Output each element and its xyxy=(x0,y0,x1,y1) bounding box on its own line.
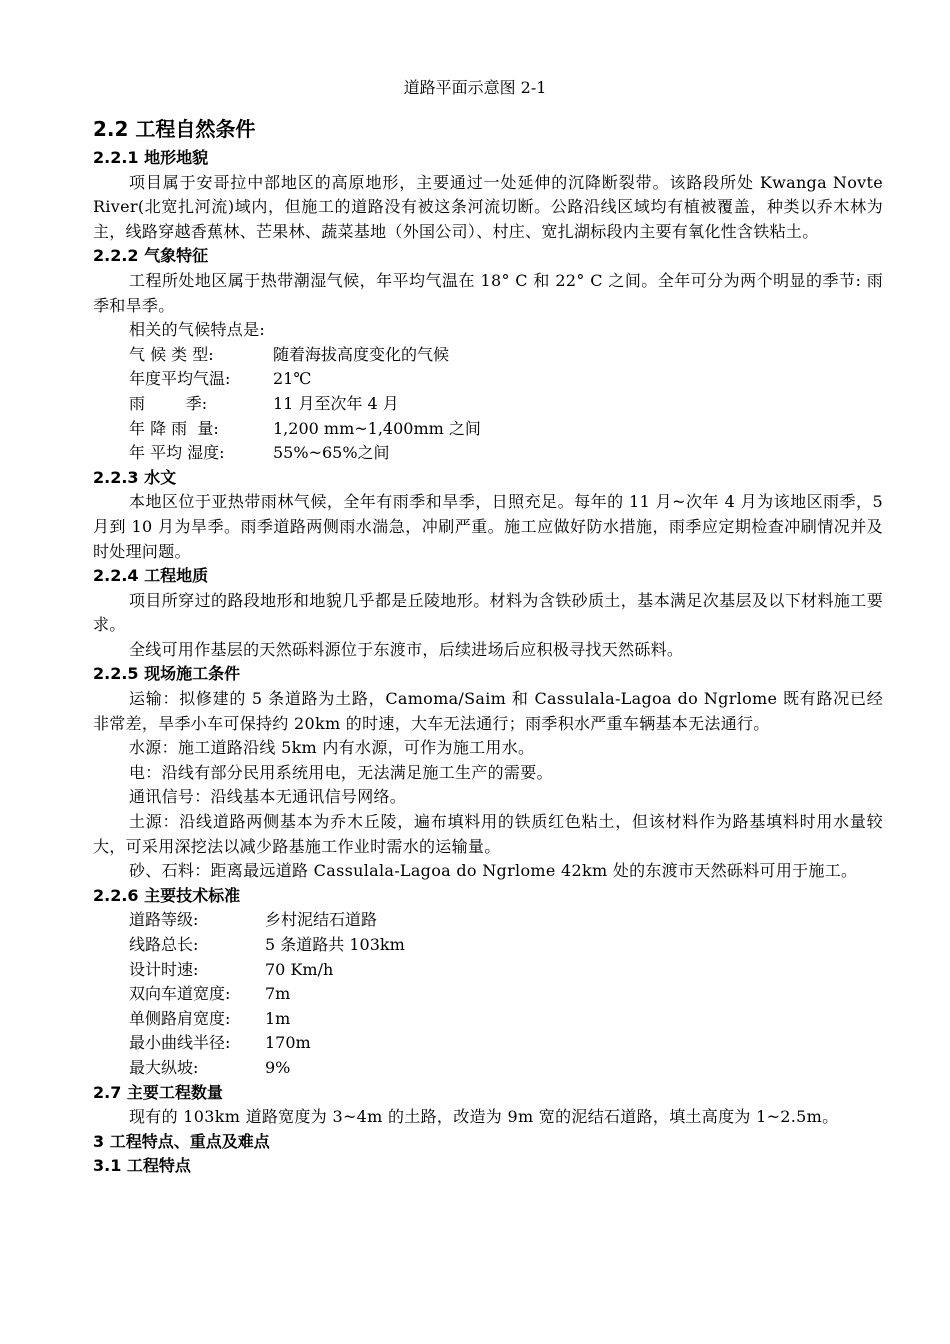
paragraph-sand-stone: 砂、石料：距离最远道路 Cassulala-Lagoa do Ngrlome 42km 处的东渡市天然砾料可用于施工。 xyxy=(129,861,858,881)
standard-value: 乡村泥结石道路 xyxy=(265,910,378,930)
heading-tech-standards: 2.2.6 主要技术标准 xyxy=(93,885,241,905)
standard-row xyxy=(93,933,883,958)
standard-value: 1m xyxy=(265,1008,291,1028)
standards-list xyxy=(93,908,883,1080)
heading-site-conditions: 2.2.5 现场施工条件 xyxy=(93,664,241,684)
climate-row xyxy=(93,367,883,392)
paragraph-climate-intro: 相关的气候特点是: xyxy=(129,320,266,340)
heading-climate: 2.2.2 气象特征 xyxy=(93,246,209,266)
paragraph-water-source: 水源：施工道路沿线 5km 内有水源，可作为施工用水。 xyxy=(129,738,535,758)
climate-label: 年 降 雨 量: xyxy=(129,418,219,438)
climate-value: 1,200 mm~1,400mm 之间 xyxy=(273,418,481,438)
standard-value: 5 条道路共 103km xyxy=(265,935,405,954)
climate-row xyxy=(93,417,883,442)
standard-label: 线路总长: xyxy=(129,935,199,954)
standard-value: 9% xyxy=(265,1057,291,1077)
standard-label: 最小曲线半径: xyxy=(129,1033,231,1053)
climate-list xyxy=(93,343,883,466)
climate-value: 随着海拔高度变化的气候 xyxy=(273,344,450,364)
paragraph-geology: 项目所穿过的路段地形和地貌几乎都是丘陵地形。材料为含铁砂质土，基本满足次基层及以下材料施工要求。 xyxy=(93,590,883,635)
heading-project-features: 3 工程特点、重点及难点 xyxy=(93,1131,270,1151)
heading-natural-conditions: 2.2 工程自然条件 xyxy=(93,117,256,141)
standard-label: 最大纵坡: xyxy=(129,1057,199,1077)
heading-geology: 2.2.4 工程地质 xyxy=(93,566,209,586)
standard-label: 双向车道宽度: xyxy=(129,984,231,1004)
standard-label: 道路等级: xyxy=(129,910,199,930)
climate-row xyxy=(93,343,883,368)
heading-features: 3.1 工程特点 xyxy=(93,1156,191,1176)
standard-row xyxy=(93,1056,883,1081)
standard-row xyxy=(93,908,883,933)
climate-label: 年度平均气温: xyxy=(129,369,231,389)
standard-value: 170m xyxy=(265,1033,311,1053)
climate-value: 11 月至次年 4 月 xyxy=(273,393,399,413)
heading-terrain: 2.2.1 地形地貌 xyxy=(93,148,209,167)
standard-row xyxy=(93,1007,883,1032)
document-body xyxy=(93,112,883,1179)
standard-row xyxy=(93,958,883,983)
paragraph-gravel-source: 全线可用作基层的天然砾料源位于东渡市，后续进场后应积极寻找天然砾料。 xyxy=(129,639,684,659)
climate-row xyxy=(93,392,883,417)
climate-value: 55%~65%之间 xyxy=(273,443,390,463)
figure-caption: 道路平面示意图 2-1 xyxy=(403,78,547,97)
standard-label: 单侧路肩宽度: xyxy=(129,1008,231,1028)
paragraph-transport: 运输：拟修建的 5 条道路为土路，Camoma/Saim 和 Cassulala-Lagoa do Ngrlome 既有路况已经非常差，旱季小车可保持约 20km 的时速，大车无法通行；雨季积水严重车辆基本无法通行。 xyxy=(93,689,883,733)
climate-row xyxy=(93,441,883,466)
paragraph-climate: 工程所处地区属于热带潮湿气候，年平均气温在 18° C 和 22° C 之间。全年可分为两个明显的季节: 雨季和旱季。 xyxy=(93,270,883,315)
standard-value: 7m xyxy=(265,984,291,1004)
standard-row xyxy=(93,982,883,1007)
paragraph-terrain: 项目属于安哥拉中部地区的高原地形，主要通过一处延伸的沉降断裂带。该路段所处 Kwanga Novte River(北宽扎河流)域内，但施工的道路没有被这条河流切断。公路沿线区域均有植被覆盖，种类以乔木林为主，线路穿越香蕉林、芒果林、蔬菜基地（外国公司）、村庄、宽扎湖标段内主要有氧化性含铁粘土。 xyxy=(93,172,883,241)
paragraph-quantities: 现有的 103km 道路宽度为 3~4m 的土路，改造为 9m 宽的泥结石道路，填土高度为 1~2.5m。 xyxy=(129,1107,839,1127)
climate-label: 气 候 类 型: xyxy=(129,344,214,364)
heading-quantities: 2.7 主要工程数量 xyxy=(93,1082,223,1102)
paragraph-electricity: 电：沿线有部分民用系统用电，无法满足施工生产的需要。 xyxy=(129,762,553,782)
paragraph-communication: 通讯信号：沿线基本无通讯信号网络。 xyxy=(129,787,407,807)
climate-label: 年 平均 湿度: xyxy=(129,443,225,463)
climate-value: 21℃ xyxy=(273,369,312,389)
standard-label: 设计时速: xyxy=(129,959,199,979)
paragraph-hydrology: 本地区位于亚热带雨林气候，全年有雨季和旱季，日照充足。每年的 11 月~次年 4 月为该地区雨季，5 月到 10 月为旱季。雨季道路两侧雨水湍急，冲刷严重。施工应做好防水措施，雨季应定期检查冲刷情况并及时处理问题。 xyxy=(93,492,883,561)
heading-hydrology: 2.2.3 水文 xyxy=(93,467,177,487)
standard-row xyxy=(93,1031,883,1056)
standard-value: 70 Km/h xyxy=(265,959,334,979)
climate-label: 雨 季: xyxy=(129,393,208,413)
paragraph-soil-source: 土源：沿线道路两侧基本为乔木丘陵，遍布填料用的铁质红色粘土，但该材料作为路基填料时用水量较大，可采用深挖法以减少路基施工作业时需水的运输量。 xyxy=(93,812,883,856)
